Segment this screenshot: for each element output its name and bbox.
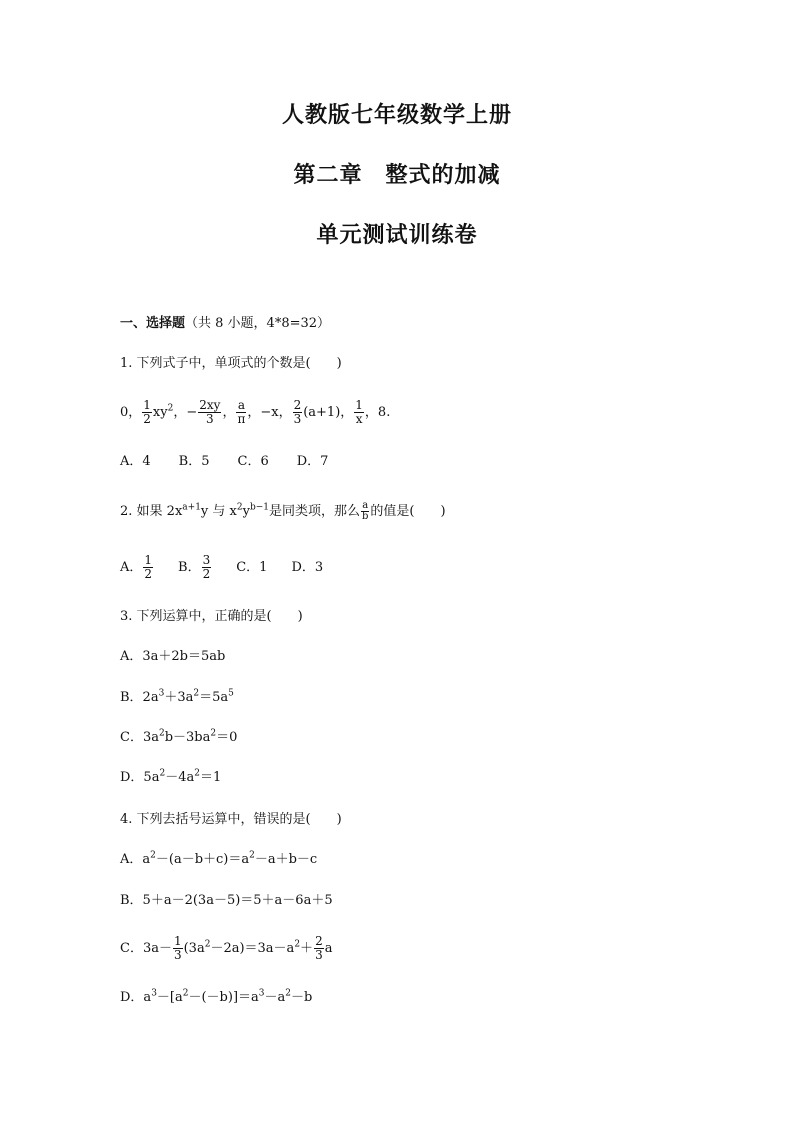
q1-e0: 0， [120, 405, 142, 420]
q1-frac1-num: 1 [143, 398, 151, 412]
q1-frac4-num: 2 [293, 398, 302, 412]
q3-option-b[interactable] [120, 690, 234, 706]
q4-d-d: －a [264, 990, 286, 1005]
q1-frac2-num: 2xy [199, 398, 221, 412]
q2-frac [361, 501, 369, 522]
q2-stem-a: 2. 如果 2x [120, 504, 183, 519]
q1-frac1-den: 2 [143, 412, 151, 426]
doc-title-line1: 人教版七年级数学上册 [281, 102, 512, 128]
q1-frac2-den: 3 [206, 412, 214, 426]
q4-c-e: a [324, 941, 333, 956]
q4-c-frac2-num: 2 [315, 934, 323, 948]
q3-option-d[interactable] [120, 770, 221, 786]
section-heading-text: 一、选择题 [120, 316, 186, 331]
q2-stem-d: 是同类项，那么 [269, 504, 361, 519]
q2-frac-num: a [362, 500, 369, 511]
q2-option-b-den: 2 [202, 567, 211, 581]
q2-option-d[interactable]: D．3 [291, 560, 324, 575]
q1-frac3-den: π [237, 412, 246, 426]
q4-a-s2: 2 [249, 850, 255, 861]
q2-option-c[interactable]: C．1 [236, 560, 268, 575]
q4-d-e: －b [291, 990, 313, 1005]
q1-sep1: ，− [173, 405, 198, 420]
q3-c-s2: 2 [210, 728, 217, 739]
q2-option-b-label: B． [178, 560, 201, 575]
doc-title-line2: 第二章 整式的加减 [293, 162, 501, 188]
q1-frac1 [142, 399, 152, 426]
q4-c-frac1 [173, 935, 183, 962]
q2-option-b-num: 3 [202, 553, 211, 567]
q4-option-c[interactable] [120, 934, 332, 964]
q4-d-s1: 3 [151, 988, 157, 999]
q3-d-c: ＝1 [199, 770, 222, 785]
q2-option-a-den: 2 [144, 567, 153, 581]
q3-d-s2: 2 [194, 768, 200, 779]
q4-d-b: －[a [156, 990, 183, 1005]
q2-option-b[interactable] [178, 552, 212, 584]
section-heading-choice [120, 316, 330, 332]
q4-d-s4: 2 [285, 988, 292, 999]
q4-c-frac1-num: 1 [173, 934, 182, 948]
q4-c-b: (3a [183, 941, 205, 956]
q1-f1-sup: 2 [167, 403, 174, 414]
q1-option-c[interactable]: C．6 [237, 454, 269, 469]
q2-stem-b: y 与 x [200, 504, 237, 519]
q2-stem [120, 500, 446, 524]
q2-options [120, 552, 323, 584]
q1-frac4-den: 3 [293, 412, 302, 426]
q3-b-c: ＝5a [199, 690, 229, 705]
q4-option-a[interactable] [120, 852, 317, 868]
q3-b-a: B．2a [120, 690, 159, 705]
q1-frac3-num: a [237, 398, 245, 412]
q4-d-c: －(－b)]＝a [188, 990, 259, 1005]
q2-option-a-frac [143, 554, 153, 581]
q4-c-a: C．3a－ [120, 941, 172, 956]
q1-tail: ，8. [364, 405, 391, 420]
q2-option-a[interactable] [120, 552, 154, 584]
q1-frac5-num: 1 [355, 398, 363, 412]
q4-c-frac1-den: 3 [173, 948, 182, 962]
q3-d-s1: 2 [159, 768, 166, 779]
q3-option-c[interactable] [120, 730, 237, 746]
q1-sep3: ，−x， [247, 405, 292, 420]
q1-sep2: ， [222, 405, 236, 420]
q4-c-frac2-den: 3 [315, 948, 323, 962]
q3-b-s2: 2 [193, 688, 200, 699]
q3-d-a: D．5a [120, 770, 160, 785]
q1-option-a[interactable]: A．4 [120, 454, 151, 469]
doc-title-line3: 单元测试训练卷 [316, 222, 478, 248]
q4-d-a: D．a [120, 990, 152, 1005]
q3-c-s1: 2 [158, 728, 165, 739]
q4-option-d[interactable] [120, 990, 312, 1006]
q4-c-s1: 2 [204, 939, 211, 950]
q1-frac5-den: x [355, 412, 363, 426]
q1-f4-after: (a+1)， [303, 405, 354, 420]
q4-d-s2: 2 [182, 988, 189, 999]
q2-option-a-label: A． [120, 560, 143, 575]
q3-c-b: b－3ba [164, 730, 211, 745]
q3-b-s3: 5 [228, 688, 234, 699]
q2-sup2: 2 [236, 502, 243, 513]
section-heading-info: （共 8 小题，4*8=32） [185, 316, 331, 331]
q4-a-b: －(a－b＋c)＝a [155, 852, 250, 867]
q1-f1-after: xy [152, 405, 168, 420]
q4-a-c: －a＋b－c [254, 852, 318, 867]
q4-c-s2: 2 [294, 939, 301, 950]
q2-option-a-num: 1 [144, 553, 153, 567]
q4-option-b[interactable]: B．5＋a－2(3a－5)＝5＋a－6a＋5 [120, 893, 333, 908]
q2-sup3: b−1 [249, 502, 269, 513]
q1-frac3 [236, 399, 246, 426]
q2-option-b-frac [202, 554, 212, 581]
q3-b-b: ＋3a [164, 690, 194, 705]
q4-c-c: －2a)＝3a－a [210, 941, 295, 956]
q4-stem: 4. 下列去括号运算中，错误的是( ) [120, 812, 342, 827]
q1-frac5 [354, 399, 364, 426]
q2-stem-e: 的值是( ) [370, 504, 446, 519]
q3-stem: 3. 下列运算中，正确的是( ) [120, 609, 303, 624]
q2-stem-c: y [242, 504, 250, 519]
q1-frac4 [293, 399, 303, 426]
q4-c-d: ＋ [300, 941, 314, 956]
q4-a-a: A．a [120, 852, 151, 867]
q1-stem: 1. 下列式子中，单项式的个数是( ) [120, 356, 342, 371]
q2-frac-den: b [362, 511, 369, 522]
q4-a-s1: 2 [150, 850, 156, 861]
q4-c-frac2 [314, 935, 324, 962]
q3-c-a: C．3a [120, 730, 159, 745]
q1-options [120, 454, 328, 470]
q2-sup1: a+1 [182, 502, 201, 513]
q3-option-a[interactable]: A．3a＋2b＝5ab [120, 649, 226, 664]
q1-option-b[interactable]: B．5 [178, 454, 210, 469]
q3-b-s1: 3 [158, 688, 165, 699]
q1-expression [120, 398, 390, 428]
q1-frac2 [198, 399, 221, 426]
q1-option-d[interactable]: D．7 [296, 454, 329, 469]
q3-d-b: －4a [165, 770, 195, 785]
q4-d-s3: 3 [258, 988, 265, 999]
q3-c-c: ＝0 [216, 730, 238, 745]
